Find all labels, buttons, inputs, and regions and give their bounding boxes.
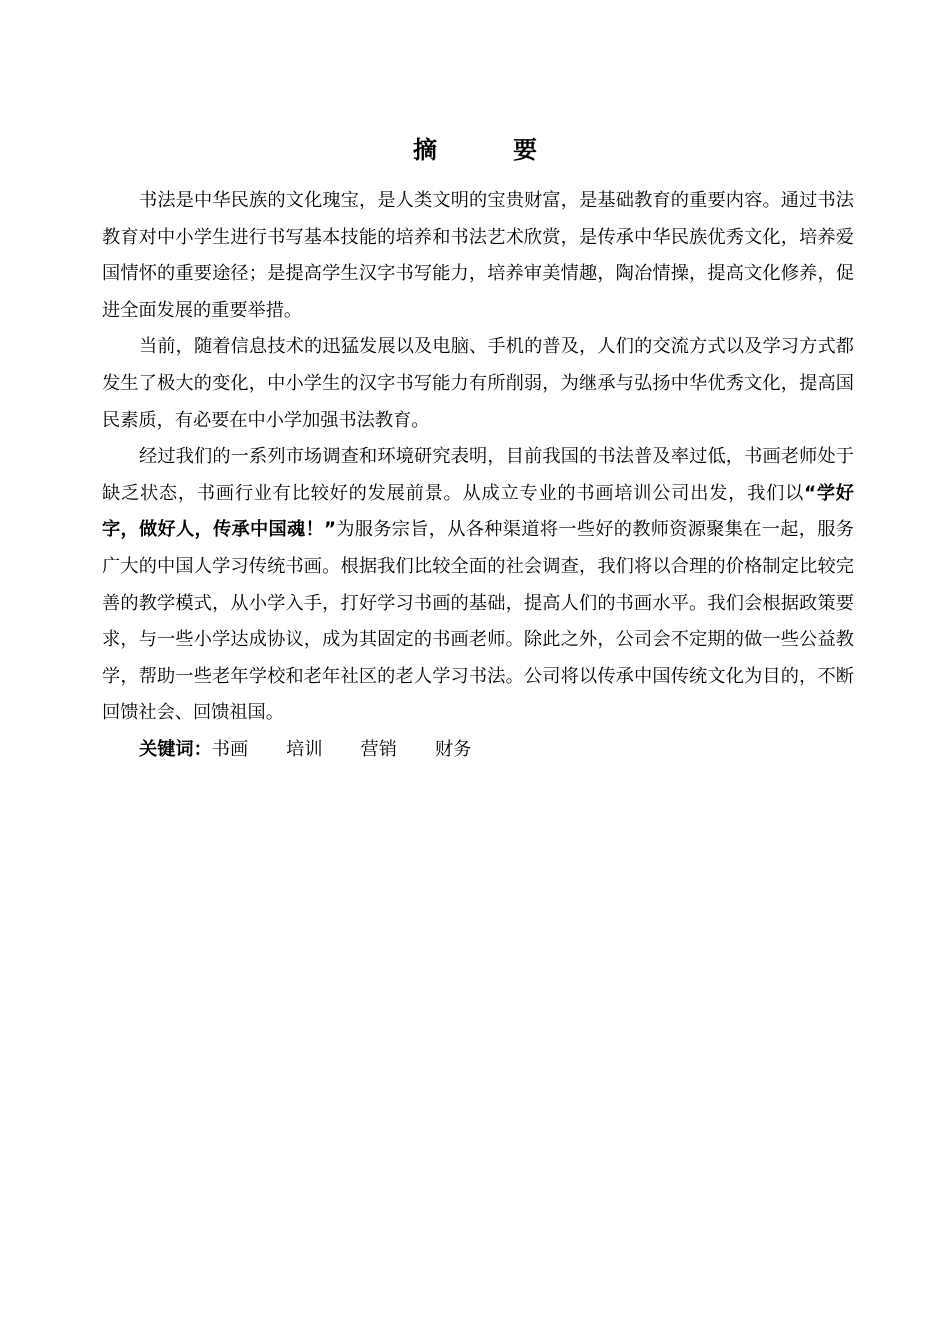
keyword-item: 书画 <box>211 738 249 760</box>
keywords-label: 关键词： <box>139 738 212 760</box>
paragraph-1: 书法是中华民族的文化瑰宝，是人类文明的宝贵财富，是基础教育的重要内容。通过书法教育对中小学生进行书写基本技能的培养和书法艺术欣赏，是传承中华民族优秀文化，培养爱国情怀的重要途径；是提高学生汉字书写能力，培养审美情趣，陶冶情操，提高文化修养，促进全面发展的重要举措。 <box>102 190 854 321</box>
paragraph-2: 当前，随着信息技术的迅猛发展以及电脑、手机的普及，人们的交流方式以及学习方式都发生了极大的变化，中小学生的汉字书写能力有所削弱，为继承与弘扬中华优秀文化，提高国民素质，有必要在中小学加强书法教育。 <box>102 336 854 431</box>
keywords-line <box>102 732 854 769</box>
title-char-2: 要 <box>513 136 537 164</box>
service-motto: “学好字，做好人，传承中国魂！” <box>102 482 854 541</box>
keyword-item: 培训 <box>286 738 323 760</box>
keyword-item: 财务 <box>434 738 472 760</box>
paragraph-3 <box>102 439 854 732</box>
paragraph-3-intro: 经过我们的一系列市场调查和环境研究表明，目前我国的书法普及率过低，书画老师处于缺乏状态，书画行业有比较好的发展前景。从成立专业的书画培训公司出发，我们以 <box>102 446 854 504</box>
paragraph-3-rest: 为服务宗旨，从各种渠道将一些好的教师资源聚集在一起，服务广大的中国人学习传统书画。根据我们比较全面的社会调查，我们将以合理的价格制定比较完善的教学模式，从小学入手，打好学习书画的基础，提高人们的书画水平。我们会根据政策要求，与一些小学达成协议，成为其固定的书画老师。除此之外，公司会不定期的做一些公益教学，帮助一些老年学校和老年社区的老人学习书法。公司将以传承中国传统文化为目的，不断回馈社会、回馈祖国。 <box>102 519 854 724</box>
abstract-title <box>0 132 950 168</box>
keyword-item: 营销 <box>360 738 397 760</box>
abstract-body <box>102 183 854 769</box>
title-char-1: 摘 <box>413 136 437 164</box>
